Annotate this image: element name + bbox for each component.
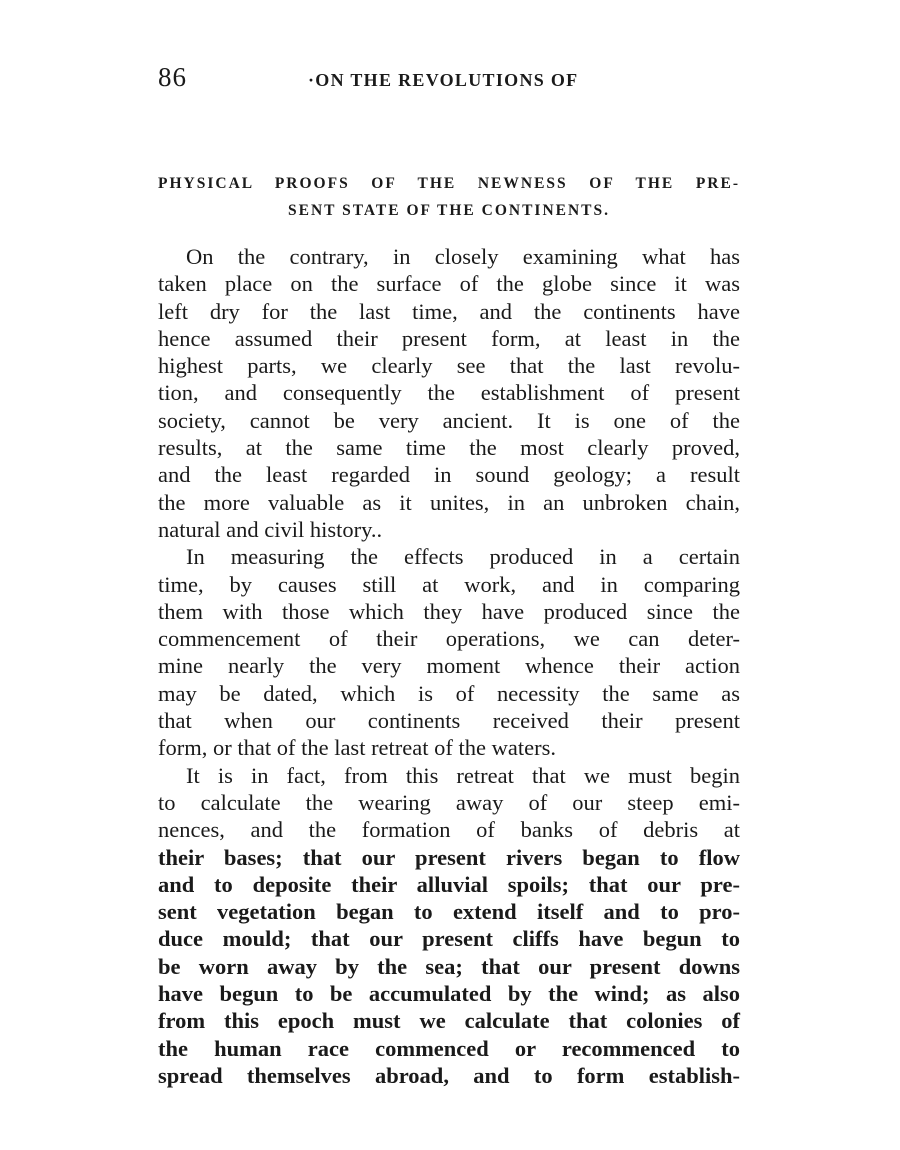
text-line: commencement of their operations, we can deter-: [158, 626, 740, 652]
text-line: nences, and the formation of banks of debris at: [158, 817, 740, 843]
text-line: spread themselves abroad, and to form establish-: [158, 1062, 740, 1088]
text-line: may be dated, which is of necessity the same as: [158, 680, 740, 706]
text-line: and to deposite their alluvial spoils; that our pre-: [158, 871, 740, 897]
text-line: from this epoch must we calculate that colonies of: [158, 1008, 740, 1034]
text-line: On the contrary, in closely examining what has: [186, 244, 740, 269]
text-line: taken place on the surface of the globe since it was: [158, 271, 740, 297]
text-line: have begun to be accumulated by the wind; as also: [158, 981, 740, 1007]
text-line: natural and civil history..: [158, 516, 383, 542]
section-heading-line: PHYSICAL PROOFS OF THE NEWNESS OF THE PRE-: [158, 175, 740, 192]
text-line: and the least regarded in sound geology; a result: [158, 462, 740, 488]
section-heading-line: SENT STATE OF THE CONTINENTS.: [287, 202, 610, 219]
text-line: It is in fact, from this retreat that we must begin: [186, 762, 740, 788]
text-line: highest parts, we clearly see that the last revolu-: [158, 353, 740, 379]
text-line: tion, and consequently the establishment of present: [158, 380, 740, 406]
text-line: In measuring the effects produced in a certain: [186, 544, 740, 570]
text-line: their bases; that our present rivers began to flow: [158, 844, 740, 870]
running-head: [158, 62, 748, 94]
text-line: the more valuable as it unites, in an unbroken chain,: [158, 489, 740, 515]
text-line: form, or that of the last retreat of the waters.: [158, 735, 556, 761]
text-line: society, cannot be very ancient. It is one of the: [158, 407, 740, 433]
text-line: be worn away by the sea; that our present downs: [158, 953, 740, 979]
text-line: the human race commenced or recommenced to: [158, 1035, 740, 1061]
text-line: them with those which they have produced since the: [158, 598, 740, 624]
section-heading: [158, 170, 740, 224]
text-line: sent vegetation began to extend itself and to pro-: [158, 899, 740, 925]
running-title: ·ON THE REVOLUTIONS OF: [308, 70, 579, 90]
body-text: [158, 243, 740, 1089]
page-number: 86: [158, 62, 187, 92]
text-line: to calculate the wearing away of our steep emi-: [158, 789, 740, 815]
text-line: mine nearly the very moment whence their action: [158, 653, 740, 679]
text-line: results, at the same time the most clearly proved,: [158, 435, 740, 461]
text-line: duce mould; that our present cliffs have begun to: [158, 926, 740, 952]
text-line: hence assumed their present form, at least in the: [158, 325, 740, 351]
text-line: left dry for the last time, and the continents have: [158, 298, 740, 324]
text-line: that when our continents received their present: [158, 708, 740, 734]
text-line: time, by causes still at work, and in comparing: [158, 571, 740, 597]
